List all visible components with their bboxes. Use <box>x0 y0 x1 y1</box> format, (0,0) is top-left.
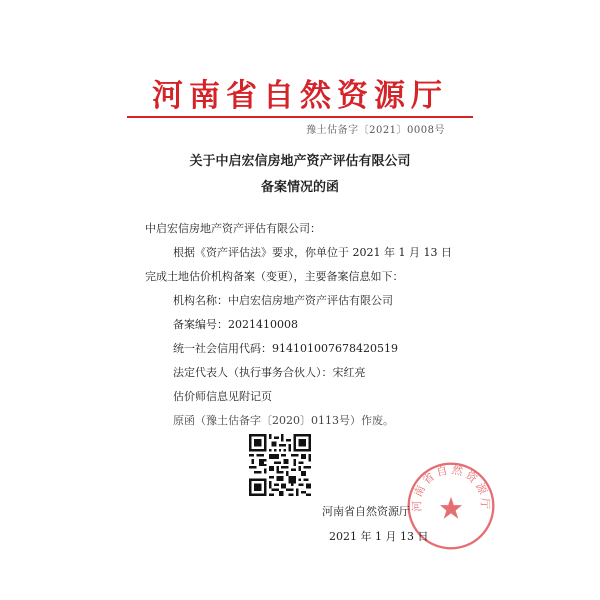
subject-line-2: 备案情况的函 <box>260 180 339 195</box>
document-page <box>75 20 525 585</box>
signing-date: 2021 年 1 月 13 日 <box>329 530 429 543</box>
body-paragraph-1: 根据《资产评估法》要求，你单位于 2021 年 1 月 13 日 <box>173 246 452 259</box>
void-note: 原函（豫土估备字〔2020〕0113号）作废。 <box>173 414 394 427</box>
letterhead-title: 河南省自然资源厅 <box>152 78 448 114</box>
subject-line-1: 关于中启宏信房地产资产评估有限公司 <box>189 154 411 169</box>
credit-code: 统一社会信用代码：914101007678420519 <box>173 342 398 355</box>
salutation: 中启宏信房地产资产评估有限公司： <box>145 222 321 235</box>
org-name: 机构名称：中启宏信房地产资产评估有限公司 <box>173 294 393 307</box>
signing-organization: 河南省自然资源厅 <box>322 505 410 518</box>
appraiser-info: 估价师信息见附记页 <box>173 390 272 403</box>
body-paragraph-1-cont: 完成土地估价机构备案（变更），主要备案信息如下： <box>145 270 404 283</box>
legal-representative: 法定代表人（执行事务合伙人）：宋红亮 <box>173 366 366 379</box>
qr-code-icon <box>249 434 311 496</box>
document-number: 豫土估备字〔2021〕0008号 <box>306 125 445 136</box>
filing-number: 备案编号：2021410008 <box>173 318 298 331</box>
svg-text:河南省自然资源厅: 河南省自然资源厅 <box>410 463 492 512</box>
letterhead-divider <box>127 116 473 118</box>
